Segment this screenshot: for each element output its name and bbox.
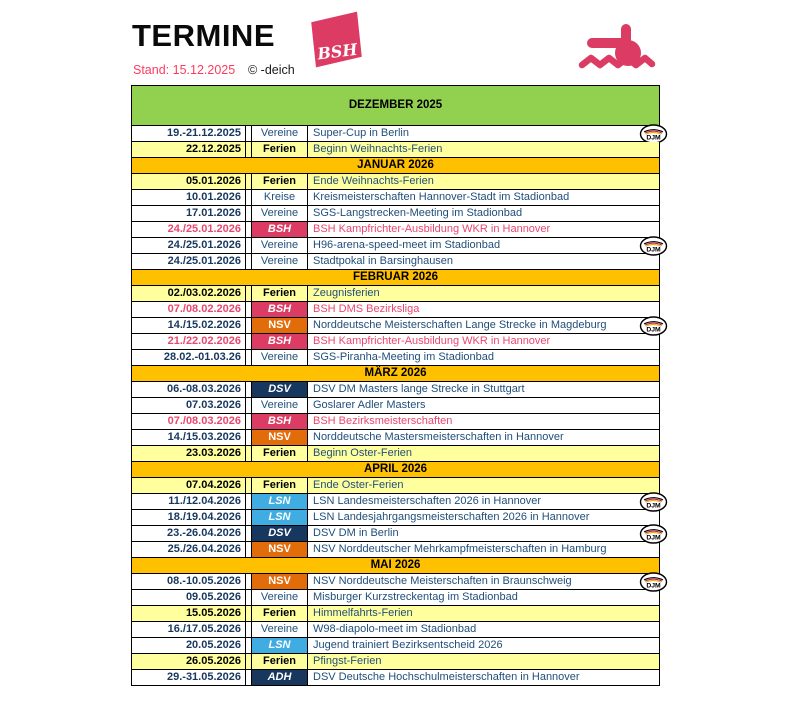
category-label: Vereine: [252, 622, 308, 638]
event-description: Goslarer Adler Masters: [308, 398, 660, 414]
event-date: 14./15.03.2026: [132, 430, 246, 446]
event-date: 29.-31.05.2026: [132, 670, 246, 686]
event-date: 24./25.01.2026: [132, 222, 246, 238]
event-date: 28.02.-01.03.26: [132, 350, 246, 366]
event-row: [132, 606, 660, 622]
event-description: Misburger Kurzstreckentag im Stadionbad: [308, 590, 660, 606]
event-row: [132, 126, 660, 142]
category-label: Vereine: [252, 398, 308, 414]
event-row: [132, 446, 660, 462]
event-description: Himmelfahrts-Ferien: [308, 606, 660, 622]
category-label: Vereine: [252, 126, 308, 142]
month-title: APRIL 2026: [132, 462, 660, 478]
event-description: Norddeutsche Mastersmeisterschaften in Hannover: [308, 430, 660, 446]
event-description: BSH Bezirksmeisterschaften: [308, 414, 660, 430]
category-label: Vereine: [252, 254, 308, 270]
event-description: SGS-Piranha-Meeting im Stadionbad: [308, 350, 660, 366]
event-date: 23.03.2026: [132, 446, 246, 462]
event-row: [132, 206, 660, 222]
month-title: JANUAR 2026: [132, 158, 660, 174]
event-row: [132, 222, 660, 238]
event-description: BSH DMS Bezirksliga: [308, 302, 660, 318]
event-description: BSH Kampfrichter-Ausbildung WKR in Hannover: [308, 222, 660, 238]
event-description: LSN Landesjahrgangsmeisterschaften 2026 in Hannover: [308, 510, 660, 526]
event-description: Ende Weihnachts-Ferien: [308, 174, 660, 190]
category-badge-bsh: BSH: [252, 414, 308, 430]
event-row: [132, 638, 660, 654]
event-description: Kreismeisterschaften Hannover-Stadt im Stadionbad: [308, 190, 660, 206]
event-date: 06.-08.03.2026: [132, 382, 246, 398]
event-date: 14./15.02.2026: [132, 318, 246, 334]
event-date: 23.-26.04.2026: [132, 526, 246, 542]
bsh-logo: [311, 12, 362, 68]
event-row: [132, 302, 660, 318]
event-date: 11./12.04.2026: [132, 494, 246, 510]
category-label: Ferien: [252, 142, 308, 158]
copyright-text: © -deich: [248, 63, 295, 77]
category-label: Vereine: [252, 206, 308, 222]
category-badge-nsv: NSV: [252, 574, 308, 590]
category-label: Vereine: [252, 590, 308, 606]
event-row: [132, 414, 660, 430]
month-title: FEBRUAR 2026: [132, 270, 660, 286]
event-row: [132, 334, 660, 350]
event-row: [132, 254, 660, 270]
event-row: [132, 654, 660, 670]
event-row: [132, 430, 660, 446]
event-description: NSV Norddeutscher Mehrkampfmeisterschaften in Hamburg: [308, 542, 660, 558]
event-date: 18./19.04.2026: [132, 510, 246, 526]
termine-table-body: [132, 86, 660, 686]
svg-text:DJM: DJM: [646, 534, 661, 542]
month-header-row: [132, 270, 660, 286]
event-row: [132, 494, 660, 510]
event-description: BSH Kampfrichter-Ausbildung WKR in Hannover: [308, 334, 660, 350]
svg-text:DJM: DJM: [646, 326, 661, 334]
month-header-row: [132, 462, 660, 478]
event-date: 25./26.04.2026: [132, 542, 246, 558]
event-date: 24./25.01.2026: [132, 238, 246, 254]
svg-text:DJM: DJM: [646, 502, 661, 510]
category-label: Vereine: [252, 350, 308, 366]
stand-date: Stand: 15.12.2025: [133, 63, 236, 77]
category-label: Ferien: [252, 174, 308, 190]
event-row: [132, 174, 660, 190]
event-description: NSV Norddeutsche Meisterschaften in Braunschweig DJM: [308, 574, 660, 590]
event-date: 02./03.02.2026: [132, 286, 246, 302]
month-header-row: [132, 366, 660, 382]
event-date: 10.01.2026: [132, 190, 246, 206]
event-description: Zeugnisferien: [308, 286, 660, 302]
category-badge-nsv: NSV: [252, 430, 308, 446]
month-header-row: [132, 558, 660, 574]
category-label: Ferien: [252, 606, 308, 622]
event-description: H96-arena-speed-meet im Stadionbad DJM: [308, 238, 660, 254]
event-date: 07.04.2026: [132, 478, 246, 494]
category-label: Ferien: [252, 654, 308, 670]
svg-text:DJM: DJM: [646, 246, 661, 254]
category-label: Ferien: [252, 478, 308, 494]
event-row: [132, 670, 660, 686]
event-description: W98-diapolo-meet im Stadionbad: [308, 622, 660, 638]
month-header-row: [132, 158, 660, 174]
event-description: Pfingst-Ferien: [308, 654, 660, 670]
event-description: DSV DM Masters lange Strecke in Stuttgart: [308, 382, 660, 398]
category-badge-adh: ADH: [252, 670, 308, 686]
event-row: [132, 542, 660, 558]
event-description: DSV DM in Berlin DJM: [308, 526, 660, 542]
category-badge-nsv: NSV: [252, 318, 308, 334]
event-row: [132, 398, 660, 414]
event-row: [132, 622, 660, 638]
event-date: 07./08.03.2026: [132, 414, 246, 430]
svg-text:DJM: DJM: [646, 582, 661, 590]
event-description: Beginn Oster-Ferien: [308, 446, 660, 462]
event-date: 07.03.2026: [132, 398, 246, 414]
category-badge-lsn: LSN: [252, 638, 308, 654]
category-label: Kreise: [252, 190, 308, 206]
event-row: [132, 190, 660, 206]
event-date: 08.-10.05.2026: [132, 574, 246, 590]
event-row: [132, 510, 660, 526]
event-date: 19.-21.12.2025: [132, 126, 246, 142]
event-description: Norddeutsche Meisterschaften Lange Strecke in Magdeburg DJM: [308, 318, 660, 334]
svg-text:DJM: DJM: [646, 134, 661, 142]
page-title: TERMINE: [132, 18, 275, 53]
event-date: 26.05.2026: [132, 654, 246, 670]
event-row: [132, 574, 660, 590]
category-label: Ferien: [252, 446, 308, 462]
event-description: LSN Landesmeisterschaften 2026 in Hannover DJM: [308, 494, 660, 510]
event-date: 09.05.2026: [132, 590, 246, 606]
event-date: 21./22.02.2026: [132, 334, 246, 350]
month-title: MÄRZ 2026: [132, 366, 660, 382]
event-description: DSV Deutsche Hochschulmeisterschaften in Hannover: [308, 670, 660, 686]
category-badge-nsv: NSV: [252, 542, 308, 558]
category-badge-dsv: DSV: [252, 526, 308, 542]
category-badge-lsn: LSN: [252, 510, 308, 526]
event-description: Ende Oster-Ferien: [308, 478, 660, 494]
event-row: [132, 382, 660, 398]
event-date: 20.05.2026: [132, 638, 246, 654]
bsh-logo-label: BSH: [316, 39, 359, 64]
event-date: 15.05.2026: [132, 606, 246, 622]
event-date: 07./08.02.2026: [132, 302, 246, 318]
category-badge-lsn: LSN: [252, 494, 308, 510]
event-description: Beginn Weihnachts-Ferien: [308, 142, 660, 158]
event-row: [132, 318, 660, 334]
termine-table: [131, 85, 660, 686]
category-badge-bsh: BSH: [252, 334, 308, 350]
event-description: Stadtpokal in Barsinghausen: [308, 254, 660, 270]
category-badge-bsh: BSH: [252, 222, 308, 238]
category-badge-dsv: DSV: [252, 382, 308, 398]
category-label: Vereine: [252, 238, 308, 254]
event-description: SGS-Langstrecken-Meeting im Stadionbad: [308, 206, 660, 222]
event-row: [132, 286, 660, 302]
event-row: [132, 142, 660, 158]
event-row: [132, 350, 660, 366]
event-date: 05.01.2026: [132, 174, 246, 190]
event-row: [132, 238, 660, 254]
month-header-row: [132, 86, 660, 126]
event-description: Jugend trainiert Bezirksentscheid 2026: [308, 638, 660, 654]
category-badge-bsh: BSH: [252, 302, 308, 318]
event-date: 17.01.2026: [132, 206, 246, 222]
event-description: Super-Cup in Berlin DJM: [308, 126, 660, 142]
event-row: [132, 590, 660, 606]
event-date: 24./25.01.2026: [132, 254, 246, 270]
swimmer-icon: [578, 23, 656, 70]
event-date: 22.12.2025: [132, 142, 246, 158]
category-label: Ferien: [252, 286, 308, 302]
month-title: DEZEMBER 2025: [132, 86, 660, 126]
event-row: [132, 478, 660, 494]
month-title: MAI 2026: [132, 558, 660, 574]
event-date: 16./17.05.2026: [132, 622, 246, 638]
event-row: [132, 526, 660, 542]
